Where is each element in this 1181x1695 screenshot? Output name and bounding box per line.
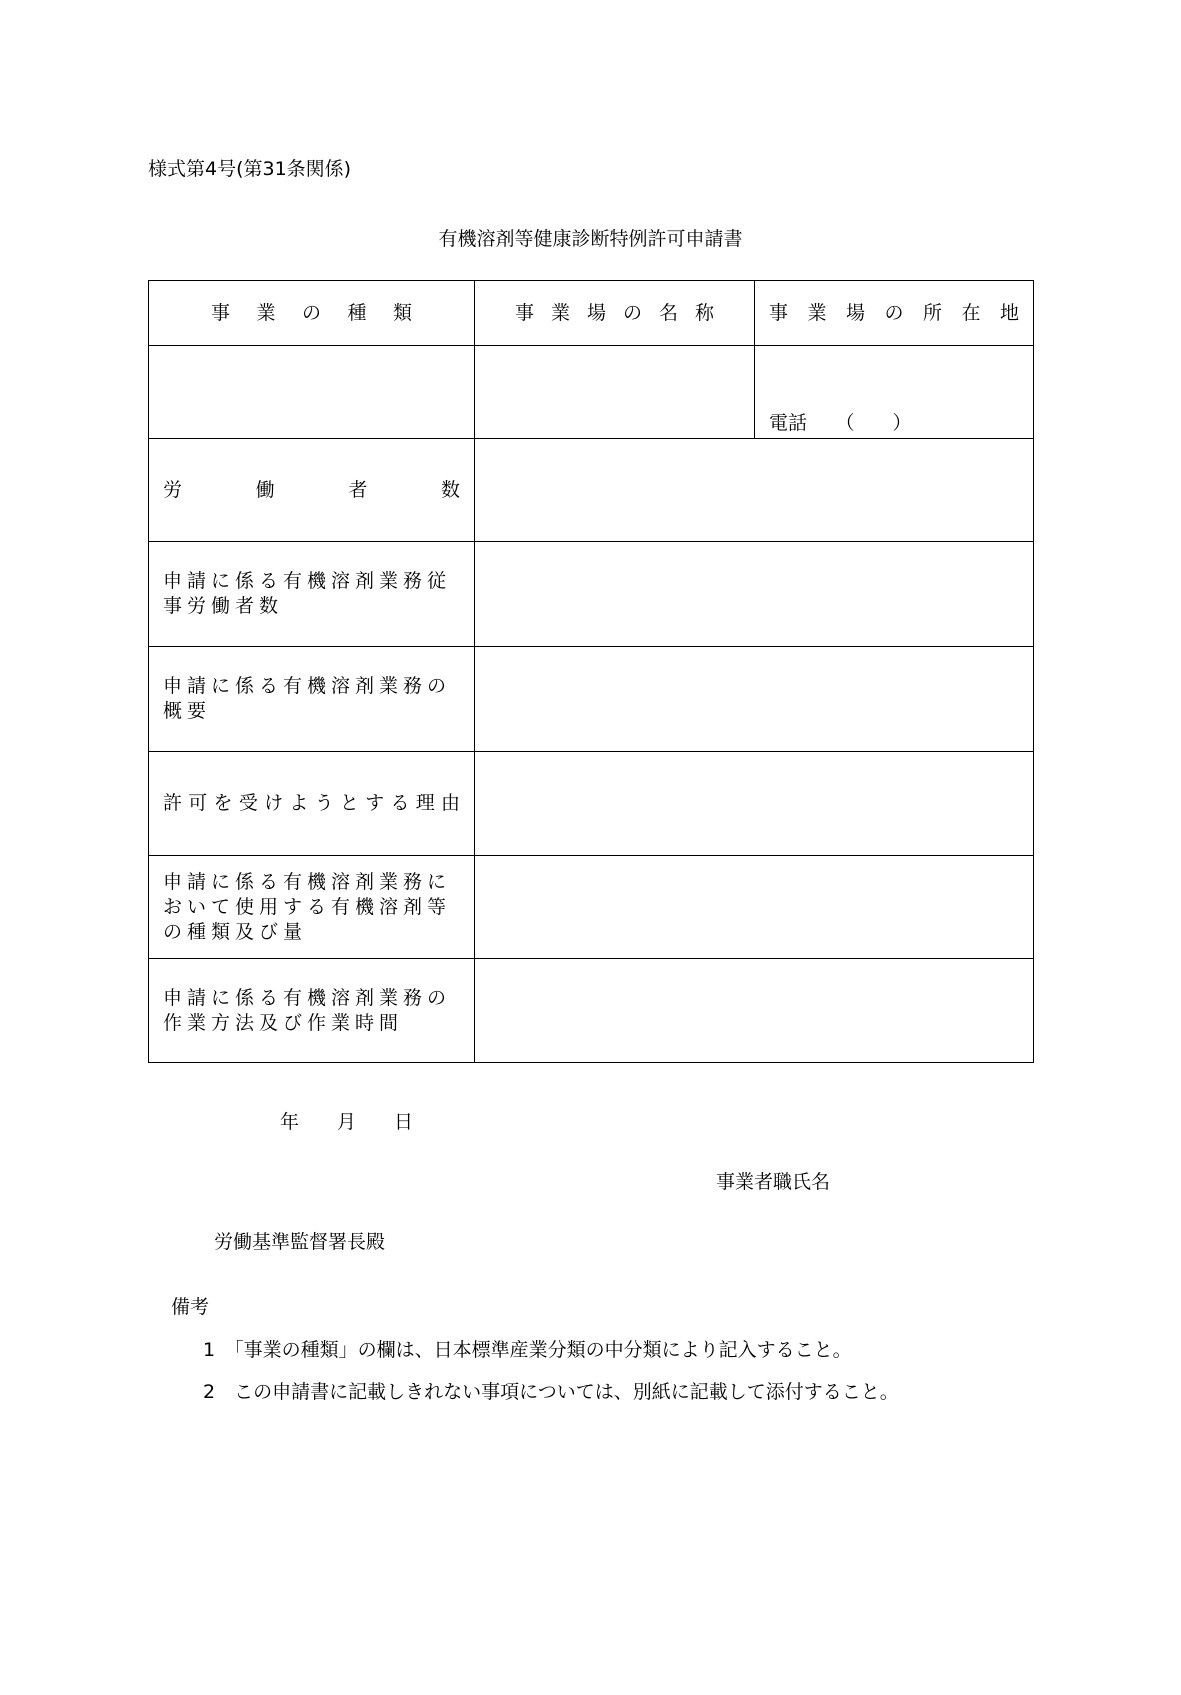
application-table (148, 280, 1034, 1063)
row-value-field[interactable] (475, 752, 1034, 856)
note-item: 1 「事業の種類」の欄は、日本標準産業分類の中分類により記入すること。 (203, 1339, 852, 1361)
entry-row (149, 346, 1034, 439)
workplace-name-field[interactable] (475, 346, 755, 439)
table-row (149, 752, 1034, 856)
table-row (149, 647, 1034, 752)
row-label: 申請に係る有機溶剤業務において使用する有機溶剤等の種類及び量 (149, 856, 475, 959)
employer-label: 事業者職氏名 (716, 1171, 831, 1193)
header-business-type: 事業の種類 (149, 281, 475, 346)
note-item: 2 この申請書に記載しきれない事項については、別紙に記載して添付すること。 (203, 1381, 899, 1403)
table-row (149, 959, 1034, 1063)
header-workplace-address: 事業場の所在地 (755, 281, 1034, 346)
date-line: 年 月 日 (280, 1111, 414, 1133)
row-value-field[interactable] (475, 647, 1034, 752)
table-row (149, 542, 1034, 647)
row-value-field[interactable] (475, 542, 1034, 647)
row-label: 申請に係る有機溶剤業務の概要 (149, 647, 475, 752)
row-value-field[interactable] (475, 439, 1034, 542)
row-label: 申請に係る有機溶剤業務の作業方法及び作業時間 (149, 959, 475, 1063)
row-value-field[interactable] (475, 959, 1034, 1063)
form-number: 様式第4号(第31条関係) (148, 158, 352, 180)
table-row (149, 439, 1034, 542)
row-label: 労働者数 (149, 439, 475, 542)
header-workplace-name: 事業場の名称 (475, 281, 755, 346)
phone-label: 電話 （ ） (769, 412, 912, 434)
row-label: 許可を受けようとする理由 (149, 752, 475, 856)
document-title: 有機溶剤等健康診断特例許可申請書 (438, 228, 743, 250)
row-label: 申請に係る有機溶剤業務従事労働者数 (149, 542, 475, 647)
addressee: 労働基準監督署長殿 (214, 1231, 386, 1253)
table-row (149, 856, 1034, 959)
header-row (149, 281, 1034, 346)
row-value-field[interactable] (475, 856, 1034, 959)
workplace-address-field[interactable] (755, 346, 1034, 439)
business-type-field[interactable] (149, 346, 475, 439)
notes-heading: 備考 (171, 1296, 210, 1318)
